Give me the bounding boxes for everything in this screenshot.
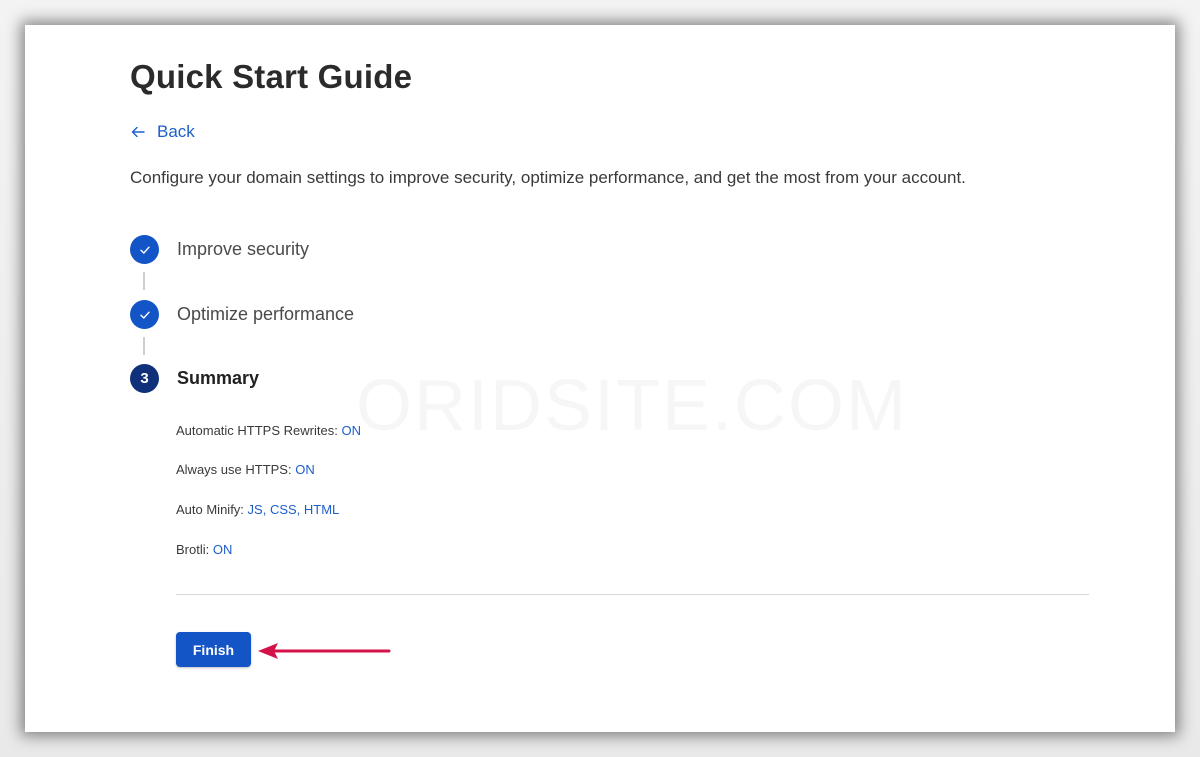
- summary-label: Always use HTTPS:: [176, 462, 292, 477]
- summary-label: Automatic HTTPS Rewrites:: [176, 423, 338, 438]
- step-optimize-performance: [130, 300, 354, 329]
- summary-value: ON: [341, 423, 361, 438]
- intro-text: Configure your domain settings to improve security, optimize performance, and get the most from your account.: [130, 168, 966, 187]
- summary-row: [176, 423, 361, 438]
- step-connector: [143, 337, 145, 355]
- finish-button[interactable]: Finish: [176, 632, 251, 667]
- summary-value: ON: [295, 462, 315, 477]
- step-number: 3: [130, 364, 159, 393]
- step-label: Improve security: [177, 239, 310, 259]
- step-label: Summary: [177, 368, 260, 388]
- arrow-left-icon: [130, 124, 146, 140]
- summary-label: Auto Minify:: [176, 502, 244, 517]
- check-icon: [130, 235, 159, 264]
- summary-label: Brotli:: [176, 542, 210, 557]
- summary-row: [176, 502, 339, 517]
- step-label: Optimize performance: [177, 304, 355, 324]
- step-connector: [143, 272, 145, 290]
- back-link[interactable]: [130, 122, 195, 142]
- step-improve-security: [130, 235, 309, 264]
- check-icon: [130, 300, 159, 329]
- summary-row: [176, 462, 315, 477]
- divider: [176, 594, 1089, 595]
- summary-value: ON: [212, 542, 233, 557]
- summary-value: JS, CSS, HTML: [247, 502, 340, 517]
- page-title: Quick Start Guide: [130, 58, 413, 95]
- annotation-arrow-icon: [256, 640, 392, 662]
- step-summary: [130, 364, 259, 393]
- back-label: Back: [157, 122, 195, 141]
- summary-row: [176, 542, 232, 557]
